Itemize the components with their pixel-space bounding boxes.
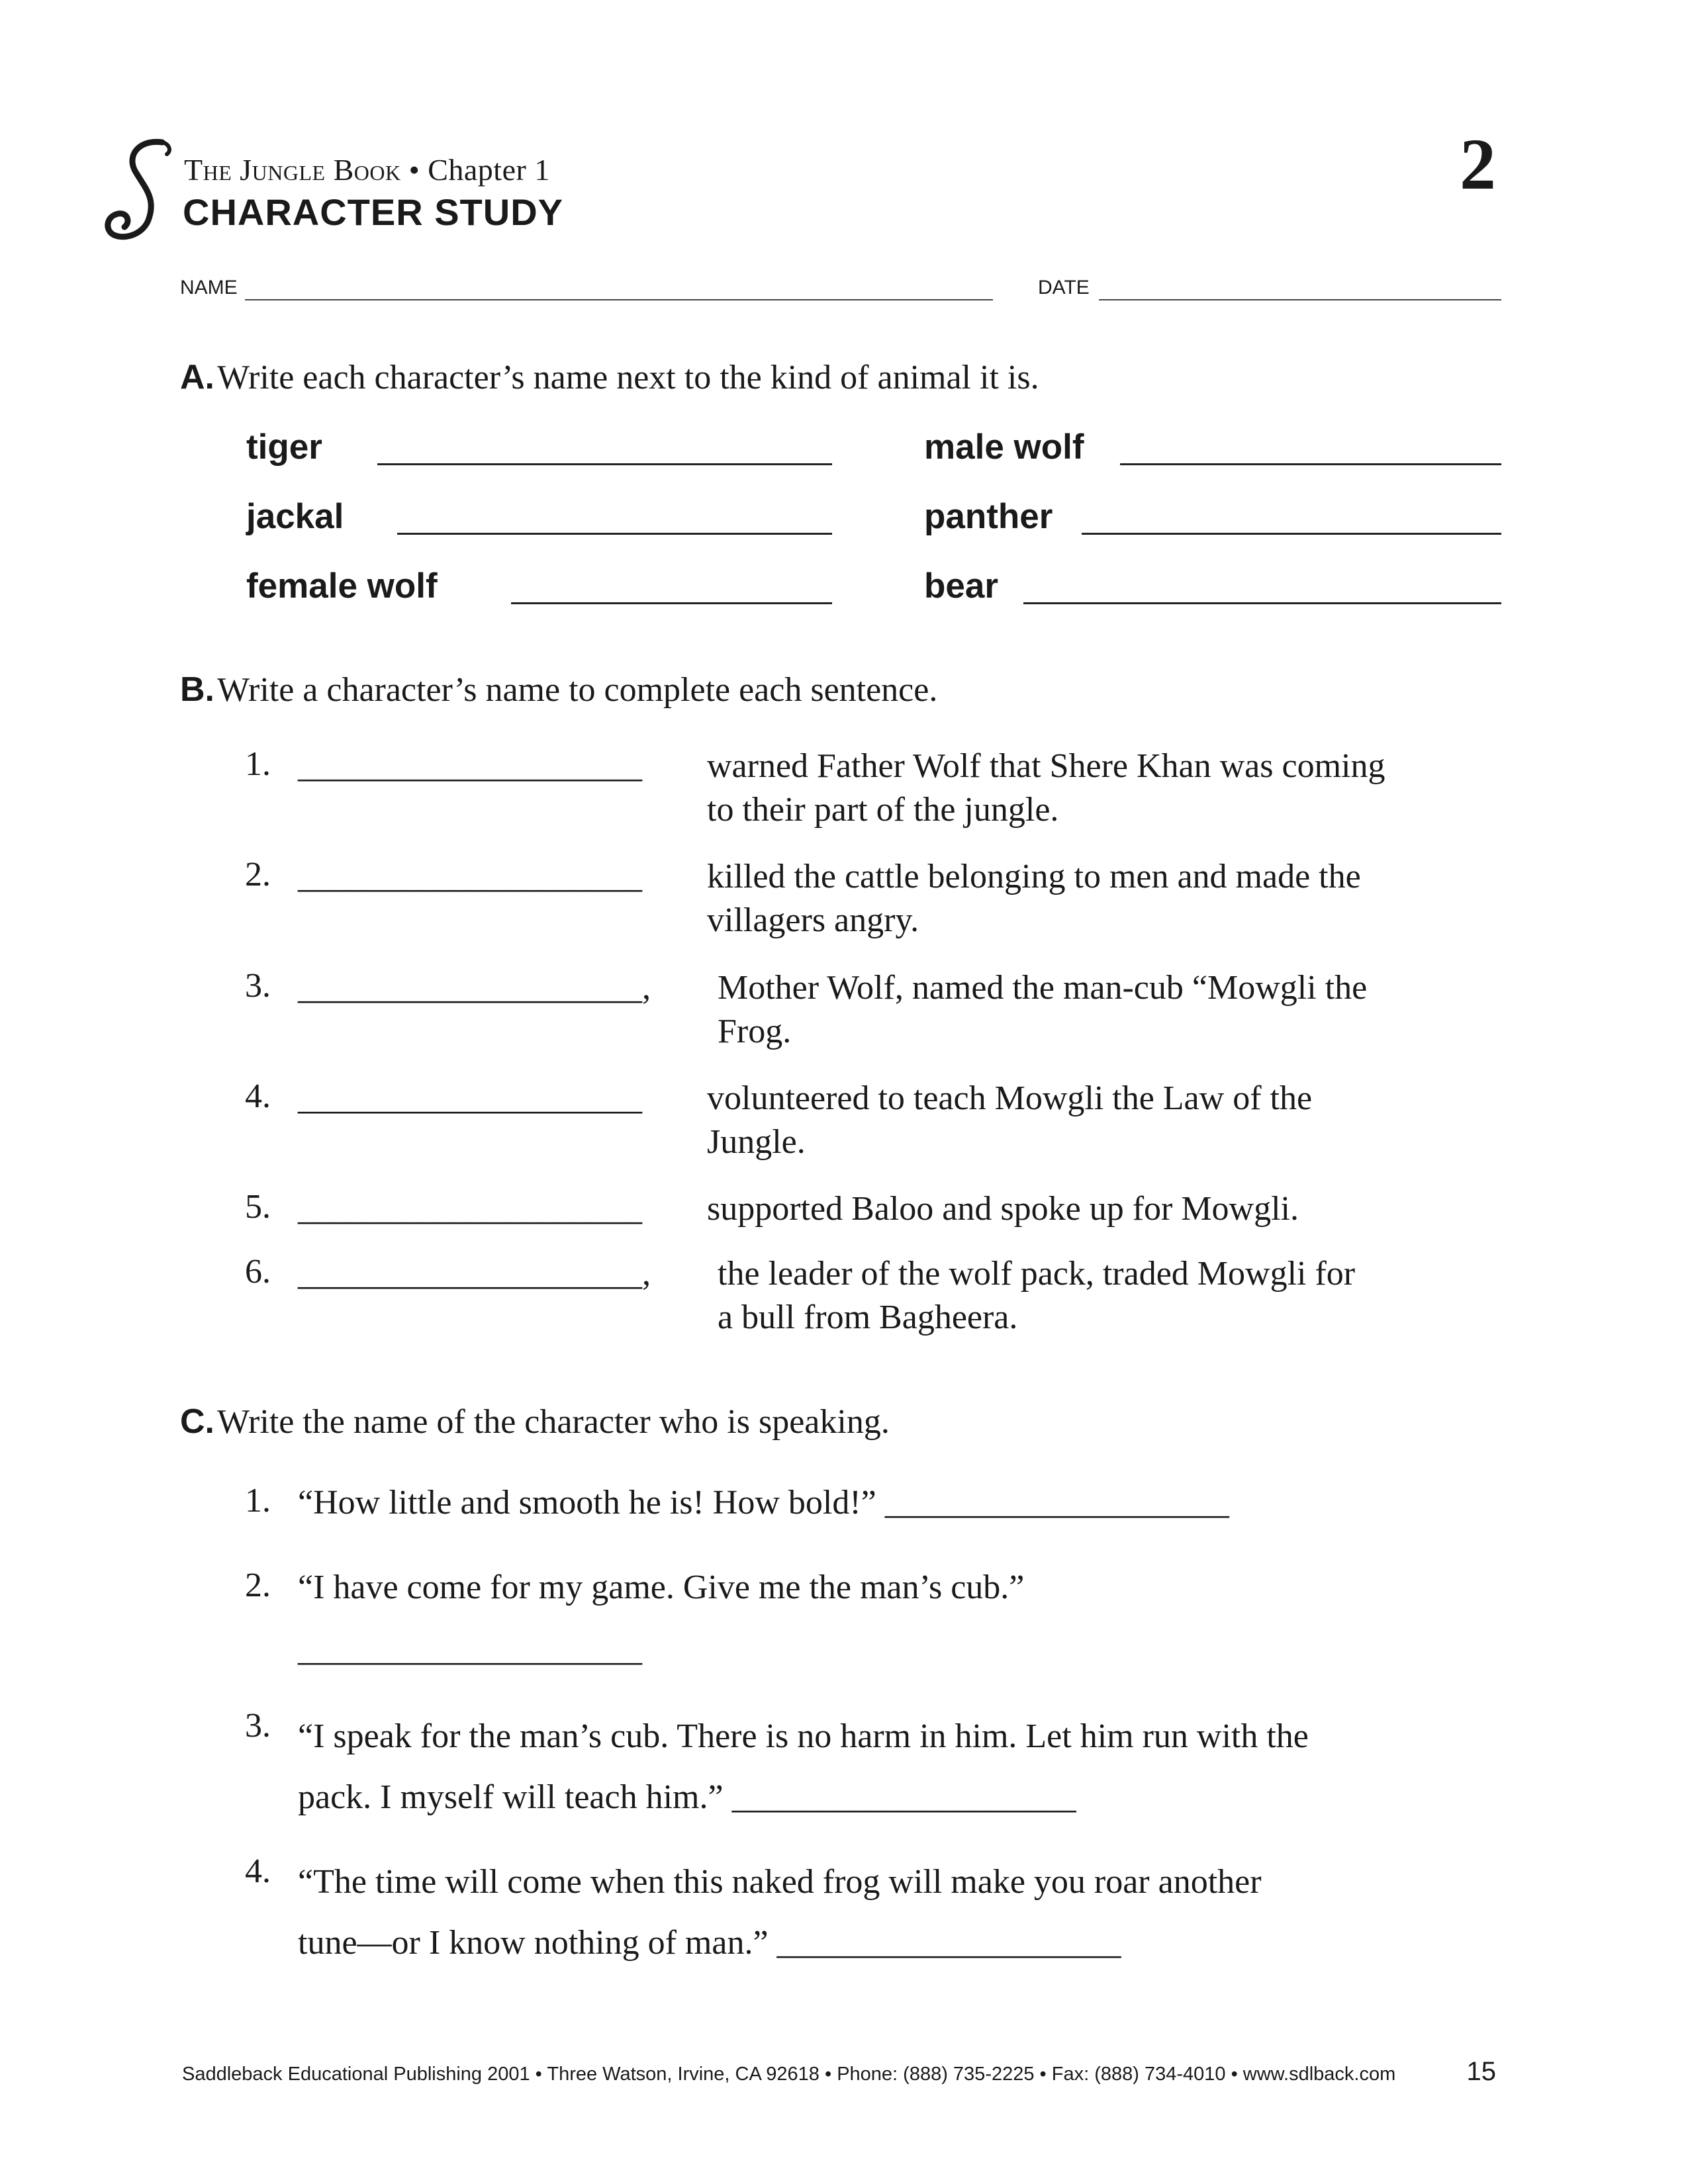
sentence-item-6 [245, 1252, 271, 1291]
saddleback-logo-icon [99, 136, 179, 248]
series-title [184, 152, 550, 187]
item-number: 4. [245, 1077, 271, 1115]
quote-text-3a: “I speak for the man’s cub. There is no harm in him. Let him run with the [298, 1717, 1309, 1755]
answer-blank-female-wolf[interactable] [511, 602, 832, 604]
animal-label-female-wolf: female wolf [246, 567, 438, 606]
answer-blank-bear[interactable] [1023, 602, 1501, 604]
item-number: 6. [245, 1253, 271, 1291]
quote-text-4b: tune—or I know nothing of man.” [298, 1924, 769, 1962]
sentence-line-1a: warned Father Wolf that Shere Khan was coming [707, 747, 1385, 785]
sentence-item-5 [245, 1187, 271, 1226]
quote-number-3: 3. [245, 1707, 271, 1745]
quote-item-1 [298, 1481, 1229, 1525]
section-b-letter: B. [180, 670, 214, 709]
sentence-line-1b: to their part of the jungle. [707, 791, 1059, 829]
sentence-item-2 [245, 855, 271, 894]
sentence-blank-5[interactable] [298, 1187, 642, 1231]
sentence-line-6a: the leader of the wolf pack, traded Mowgli for [718, 1255, 1356, 1293]
blank-line[interactable]: ____________________ [298, 969, 642, 1007]
section-b-heading [180, 670, 937, 709]
sentence-blank-2[interactable] [298, 855, 642, 899]
sheet-number: 2 [1460, 124, 1496, 205]
quote-blank-2[interactable]: ____________________ [298, 1631, 642, 1668]
name-label: NAME [180, 277, 238, 298]
quote-text-3b: pack. I myself will teach him.” [298, 1778, 724, 1816]
publisher-footer: Saddleback Educational Publishing 2001 • Three Watson, Irvine, CA 92618 • Phone: (888) 735-2225 • Fax: (888) 734-4010 • www.sdlback.com [182, 2064, 1396, 2085]
quote-number-2: 2. [245, 1567, 271, 1604]
title-separator: • [408, 153, 420, 187]
sentence-text-1 [707, 745, 1515, 832]
quote-text-2: “I have come for my game. Give me the man’s cub.” [298, 1569, 1025, 1606]
section-a-instruction: Write each character’s name next to the kind of animal it is. [217, 359, 1039, 396]
blank-punct: , [642, 1255, 651, 1293]
quote-number-4: 4. [245, 1852, 271, 1890]
name-field[interactable] [245, 299, 993, 300]
book-title: The Jungle Book [184, 153, 401, 187]
sentence-line-6b: a bull from Bagheera. [718, 1298, 1018, 1336]
sentence-blank-4[interactable] [298, 1077, 642, 1120]
blank-line[interactable]: ____________________ [298, 747, 642, 785]
item-number: 1. [245, 745, 271, 783]
animal-label-male-wolf: male wolf [924, 428, 1084, 467]
sentence-line-4b: Jungle. [707, 1123, 806, 1161]
blank-line[interactable]: ____________________ [298, 858, 642, 895]
animal-label-bear: bear [924, 567, 998, 606]
section-c-instruction: Write the name of the character who is speaking. [217, 1403, 890, 1441]
sentence-item-3 [245, 966, 271, 1005]
sentence-blank-3[interactable] [298, 966, 651, 1010]
animal-label-panther: panther [924, 497, 1053, 536]
sentence-line-3a: Mother Wolf, named the man-cub “Mowgli the [718, 969, 1368, 1007]
sentence-item-4 [245, 1077, 271, 1116]
page-title: CHARACTER STUDY [183, 191, 563, 233]
quote-item-4 [298, 1852, 1262, 1974]
date-field[interactable] [1099, 299, 1501, 300]
blank-line[interactable]: ____________________ [298, 1255, 642, 1293]
item-number: 2. [245, 856, 271, 893]
sentence-text-4 [707, 1077, 1515, 1164]
sentence-line-3b: Frog. [718, 1013, 792, 1050]
quote-text-1: “How little and smooth he is! How bold!” [298, 1484, 876, 1522]
sentence-text-3 [718, 966, 1512, 1054]
quote-blank-4[interactable]: ____________________ [776, 1924, 1121, 1962]
sentence-line-4a: volunteered to teach Mowgli the Law of the [707, 1079, 1313, 1117]
quote-blank-1[interactable]: ____________________ [884, 1484, 1229, 1522]
answer-blank-jackal[interactable] [397, 533, 832, 535]
quote-text-4a: “The time will come when this naked frog will make you roar another [298, 1863, 1262, 1901]
quote-item-2 [298, 1566, 1024, 1610]
section-b-instruction: Write a character’s name to complete each sentence. [217, 671, 938, 709]
item-number: 5. [245, 1188, 271, 1226]
animal-label-tiger: tiger [246, 428, 322, 467]
blank-line[interactable]: ____________________ [298, 1079, 642, 1117]
sentence-line-2a: killed the cattle belonging to men and made the [707, 858, 1361, 895]
sentence-blank-1[interactable] [298, 745, 642, 788]
sentence-text-5 [707, 1187, 1515, 1231]
sentence-text-6 [718, 1252, 1512, 1340]
section-c-heading [180, 1402, 890, 1441]
sentence-item-1 [245, 745, 271, 784]
sentence-text-2 [707, 855, 1515, 942]
chapter-label: Chapter 1 [428, 153, 550, 187]
section-a-heading [180, 357, 1039, 397]
section-c-letter: C. [180, 1402, 214, 1441]
answer-blank-tiger[interactable] [377, 463, 832, 465]
page-number: 15 [1466, 2057, 1496, 2086]
sentence-line-5a: supported Baloo and spoke up for Mowgli. [707, 1190, 1299, 1228]
section-a-letter: A. [180, 358, 214, 396]
blank-punct: , [642, 969, 651, 1007]
date-label: DATE [1038, 277, 1090, 298]
quote-item-3 [298, 1706, 1309, 1828]
item-number: 3. [245, 967, 271, 1005]
answer-blank-panther[interactable] [1082, 533, 1501, 535]
quote-number-1: 1. [245, 1482, 271, 1520]
quote-blank-3[interactable]: ____________________ [731, 1778, 1076, 1816]
blank-line[interactable]: ____________________ [298, 1190, 642, 1228]
sentence-line-2b: villagers angry. [707, 901, 919, 939]
sentence-blank-6[interactable] [298, 1252, 651, 1296]
answer-blank-male-wolf[interactable] [1120, 463, 1501, 465]
animal-label-jackal: jackal [246, 497, 344, 536]
